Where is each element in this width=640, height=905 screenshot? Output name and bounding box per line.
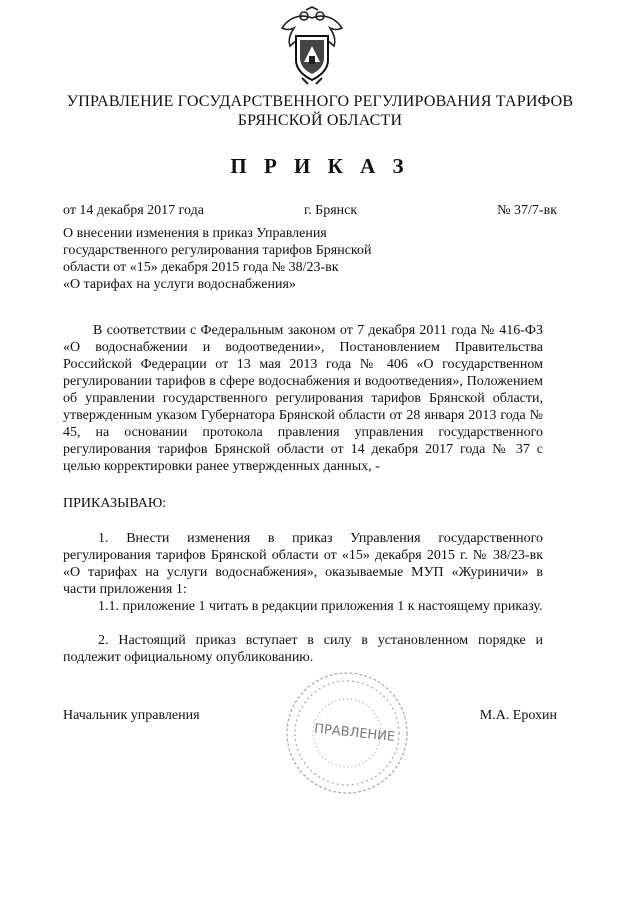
document-title: П Р И К А З xyxy=(230,154,410,178)
subject-line: «О тарифах на услуги водоснабжения» xyxy=(63,277,296,292)
document-subject xyxy=(63,225,413,293)
preamble-paragraph: В соответствии с Федеральным законом от 7 декабря 2011 года № 416-ФЗ «О водоснабжении и водоотведении», Постановлением Правительства Российской Федерации от 13 мая 2013 года № 406 «О государственном регулировании тарифов в сфере водоснабжения и водоотведения», Положением об управлении государственного регулирования тарифов Брянской области, утвержденным указом Губернатора Брянской области от 28 января 2013 года № 45, на основании протокола правления управления государственного регулирования тарифов Брянской области от 14 декабря 2017 года № 37 с целью корректировки ранее утвержденных данных, - xyxy=(63,323,543,474)
org-name-line2: БРЯНСКОЙ ОБЛАСТИ xyxy=(237,112,403,129)
subject-line: области от «15» декабря 2015 года № 38/23-вк xyxy=(63,260,339,275)
document-date: от 14 декабря 2017 года xyxy=(63,203,204,218)
subject-line: государственного регулирования тарифов Брянской xyxy=(63,243,372,258)
coat-of-arms-icon xyxy=(272,6,352,86)
signatory-name: М.А. Ерохин xyxy=(479,708,557,723)
org-name-line1: УПРАВЛЕНИЕ ГОСУДАРСТВЕННОГО РЕГУЛИРОВАНИЯ ТАРИФОВ xyxy=(66,93,574,110)
order-item-1: 1. Внести изменения в приказ Управления государственного регулирования тарифов Брянской области от «15» декабря 2015 г. № 38/23-вк «О тарифах на услуги водоснабжения», оказываемые МУП «Журиничи» в части приложения 1: xyxy=(63,531,543,597)
signatory-position: Начальник управления xyxy=(63,708,200,723)
order-item-2: 2. Настоящий приказ вступает в силу в установленном порядке и подлежит официальному опубликованию. xyxy=(63,633,543,665)
subject-line: О внесении изменения в приказ Управления xyxy=(63,226,327,241)
order-item-1-1: 1.1. приложение 1 читать в редакции приложения 1 к настоящему приказу. xyxy=(98,599,543,614)
document-city: г. Брянск xyxy=(304,203,358,218)
official-stamp xyxy=(282,668,412,798)
document-number: № 37/7-вк xyxy=(497,203,557,218)
command-heading: ПРИКАЗЫВАЮ: xyxy=(63,496,167,511)
stamp-text: ПРАВЛЕНИЕ xyxy=(313,721,396,745)
